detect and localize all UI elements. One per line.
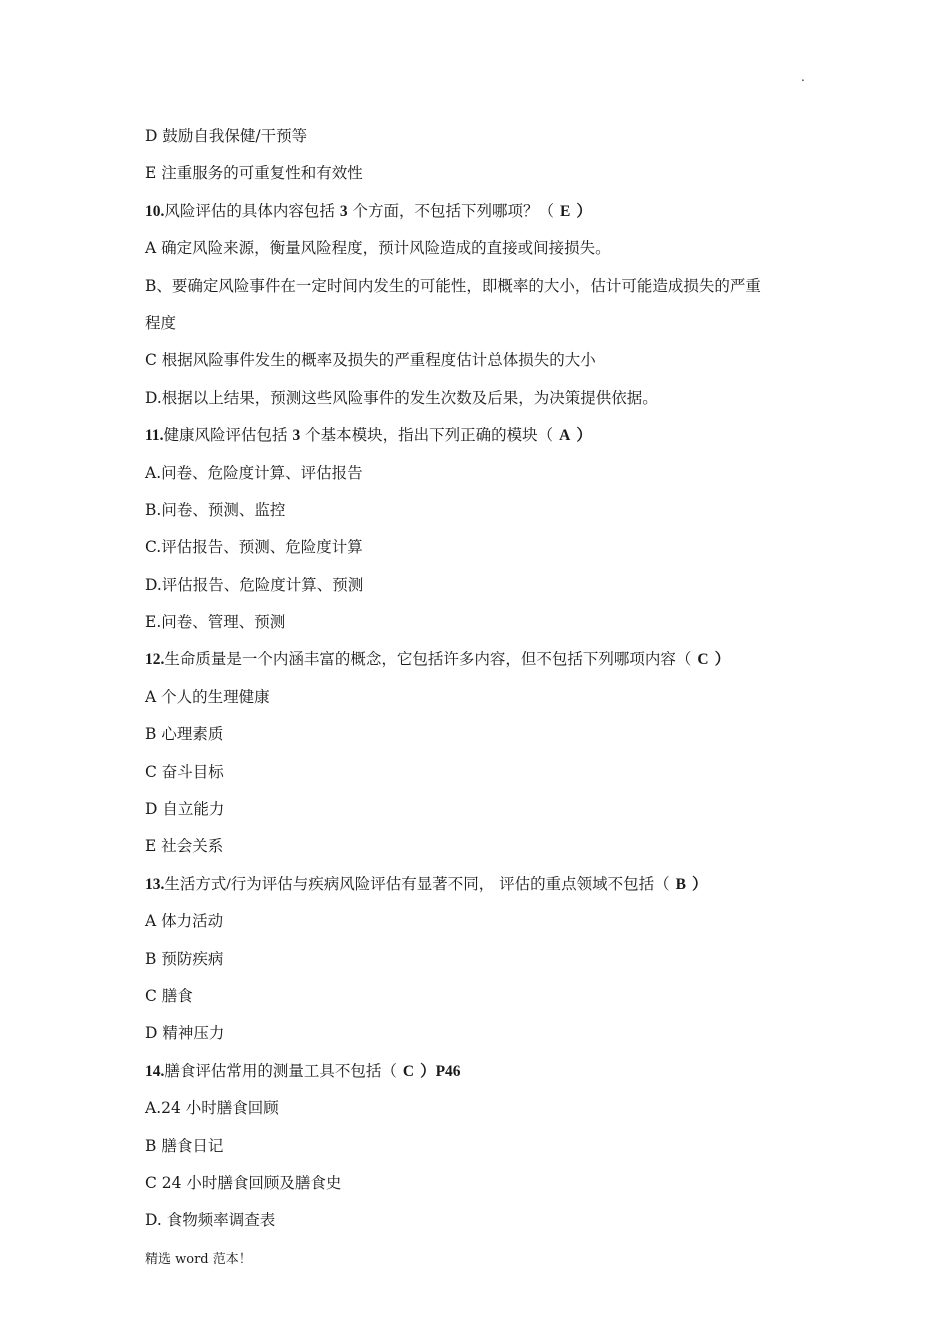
option-line: A 体力活动 xyxy=(145,912,224,931)
question-text: 个基本模块，指出下列正确的模块（ xyxy=(300,426,554,445)
option-line: A 个人的生理健康 xyxy=(145,687,270,706)
document-body xyxy=(145,118,815,1240)
question-text-tail: ） xyxy=(576,427,592,445)
option-line: C 根据风险事件发生的概率及损失的严重程度估计总体损失的大小 xyxy=(145,351,596,370)
option-line: C 24 小时膳食回顾及膳食史 xyxy=(145,1173,342,1192)
option-line: D 鼓励自我保健/干预等 xyxy=(145,127,308,145)
question-text-bold: 3 xyxy=(339,202,348,220)
option-line: D.根据以上结果，预测这些风险事件的发生次数及后果，为决策提供依据。 xyxy=(145,388,658,407)
option-line: B 膳食日记 xyxy=(145,1136,224,1155)
question-text: 风险评估的具体内容包括 xyxy=(164,201,340,220)
question-line xyxy=(145,866,815,903)
question-text-tail: ） xyxy=(714,651,731,669)
option-line: C 奋斗目标 xyxy=(145,762,224,781)
option-line: 程度 xyxy=(145,313,177,332)
option-line: A.问卷、危险度计算、评估报告 xyxy=(145,463,363,482)
option-line: B、要确定风险事件在一定时间内发生的可能性，即概率的大小，估计可能造成损失的严重 xyxy=(145,276,761,295)
question-text-bold: / xyxy=(226,875,231,893)
option-line: C 膳食 xyxy=(145,986,193,1005)
page-footer: 精选 word 范本！ xyxy=(145,1252,252,1267)
header-dot: . xyxy=(801,70,805,84)
option-line: E 注重服务的可重复性和有效性 xyxy=(145,164,363,183)
option-line: A.24 小时膳食回顾 xyxy=(145,1099,279,1118)
question-text: 生命质量是一个内涵丰富的概念，它包括许多内容，但不包括下列哪项内容（ xyxy=(164,650,692,669)
answer-letter: C xyxy=(697,651,709,669)
option-line: E.问卷、管理、预测 xyxy=(145,613,286,632)
option-line: D 精神压力 xyxy=(145,1024,225,1043)
question-number: 10. xyxy=(145,202,165,220)
answer-letter: E xyxy=(560,202,571,220)
option-line: A 确定风险来源，衡量风险程度，预计风险造成的直接或间接损失。 xyxy=(145,239,611,258)
question-text-bold: 3 xyxy=(292,427,301,445)
question-line xyxy=(145,1053,815,1090)
question-number: 12. xyxy=(145,651,165,669)
question-text: 个方面，不包括下列哪项？（ xyxy=(347,201,554,220)
question-text: 健康风险评估包括 xyxy=(163,426,293,445)
question-number: 14. xyxy=(145,1062,165,1080)
question-text-tail: ） xyxy=(576,202,592,220)
question-text: 膳食评估常用的测量工具不包括（ xyxy=(164,1061,397,1080)
answer-letter: A xyxy=(559,427,571,445)
answer-letter: C xyxy=(402,1062,415,1080)
question-line xyxy=(145,193,815,230)
option-line: B 心理素质 xyxy=(145,725,224,744)
question-line xyxy=(145,641,815,678)
option-line: D 自立能力 xyxy=(145,800,225,819)
question-line xyxy=(145,417,815,454)
option-line: D.评估报告、危险度计算、预测 xyxy=(145,575,364,594)
question-text: 生活方式 xyxy=(164,874,227,893)
option-line: C.评估报告、预测、危险度计算 xyxy=(145,538,363,557)
question-text: 行为评估与疾病风险评估有显著不同， 评估的重点领域不包括（ xyxy=(230,874,670,893)
question-text-tail: ） xyxy=(691,875,708,893)
option-line: B.问卷、预测、监控 xyxy=(145,500,286,519)
question-text-tail: ）P46 xyxy=(420,1062,461,1080)
answer-letter: B xyxy=(675,875,686,893)
question-number: 11. xyxy=(145,427,164,445)
option-line: B 预防疾病 xyxy=(145,949,224,968)
option-line: E 社会关系 xyxy=(145,837,224,856)
option-line: D. 食物频率调查表 xyxy=(145,1211,276,1230)
question-number: 13. xyxy=(145,875,165,893)
